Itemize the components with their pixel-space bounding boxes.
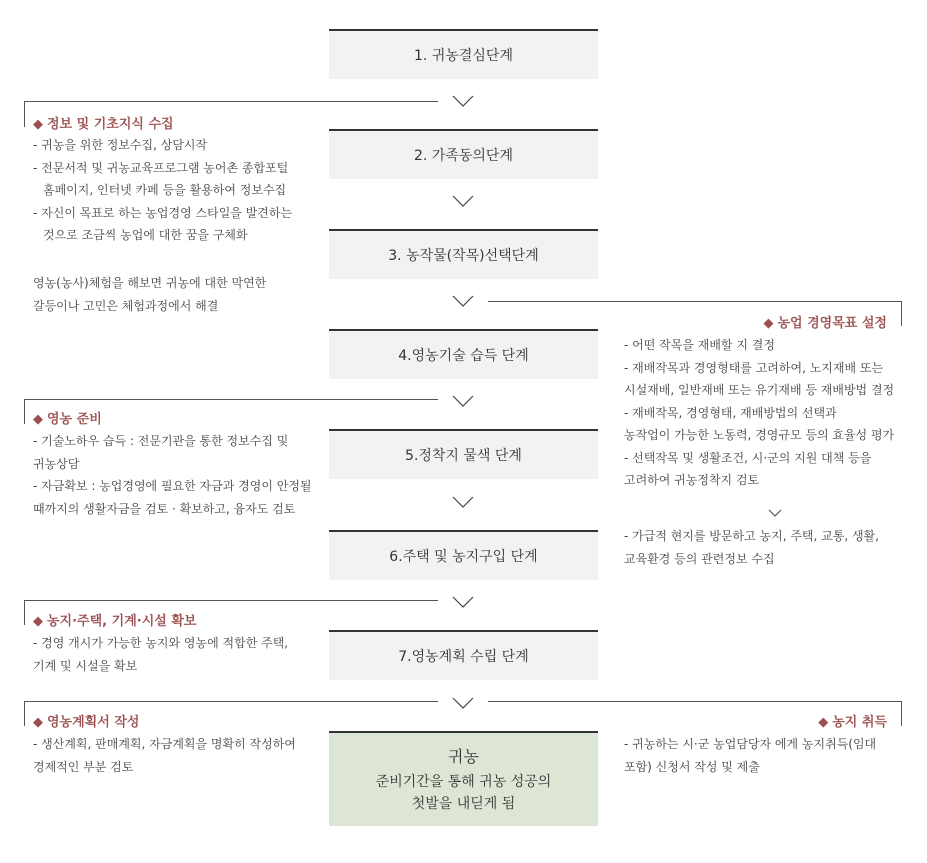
diamond-icon: ◆: [763, 316, 774, 331]
chevron-down-icon: [452, 295, 474, 309]
step-6: [329, 530, 598, 580]
diamond-icon: ◆: [33, 715, 43, 730]
secure-connector-line: [24, 600, 438, 601]
list-item: 포함) 신청서 작성 및 제출: [624, 759, 760, 774]
secure-section-items: [33, 632, 288, 677]
goal-connector-tick: [901, 301, 902, 326]
land-connector-line: [488, 701, 901, 702]
list-item: - 자금확보 : 농업경영에 필요한 자금과 경영이 안정될: [33, 479, 312, 493]
land-section-title: [818, 711, 887, 730]
list-item: 것으로 조금씩 농업에 대한 꿈을 구체화: [43, 228, 248, 242]
diamond-icon: ◆: [818, 715, 829, 730]
note-line: 갈등이나 고민은 체험과정에서 해결: [33, 298, 219, 313]
list-item: - 재배작목과 경영형태를 고려하여, 노지재배 또는: [624, 360, 884, 375]
list-item: 농작업이 가능한 노동력, 경영규모 등의 효율성 평가: [624, 428, 895, 442]
secure-connector-tick: [24, 600, 25, 625]
step-4-label: 4.영농기술 습득 단계: [398, 348, 529, 364]
list-item: - 재배작목, 경영형태, 재배방법의 선택과: [624, 405, 837, 420]
diamond-icon: ◆: [33, 412, 43, 427]
final-line-3: 첫발을 내딛게 됨: [411, 796, 516, 812]
plan-section-items: [33, 733, 296, 778]
prep-connector-tick: [24, 399, 25, 424]
secure-section-title: [33, 610, 196, 629]
step-7: [329, 630, 598, 680]
step-6-label: 6.주택 및 농지구입 단계: [389, 549, 538, 565]
list-item: - 선택작목 및 생활조건, 시·군의 지원 대책 등을: [624, 450, 872, 465]
secure-title-text: 농지·주택, 기계·시설 확보: [47, 614, 197, 629]
chevron-down-icon: [452, 95, 474, 109]
info-section-items: [33, 134, 292, 247]
step-5: [329, 429, 598, 479]
list-item: 때까지의 생활자금을 검토 · 확보하고, 융자도 검토: [33, 501, 296, 516]
step-5-label: 5.정착지 물색 단계: [405, 448, 522, 464]
list-item: 고려하여 귀농정착지 검토: [624, 473, 760, 487]
list-item: - 경영 개시가 가능한 농지와 영농에 적합한 주택,: [33, 636, 289, 650]
step-7-label: 7.영농계획 수립 단계: [398, 649, 529, 665]
step-2-label: 2. 가족동의단계: [414, 148, 513, 164]
list-item: 교육환경 등의 관련정보 수집: [624, 551, 775, 566]
chevron-down-icon: [452, 496, 474, 510]
info-title-text: 정보 및 기초지식 수집: [47, 117, 174, 132]
prep-section-items: [33, 430, 312, 520]
step-3-label: 3. 농작물(작목)선택단계: [388, 248, 539, 264]
diamond-icon: ◆: [33, 614, 43, 629]
step-4: [329, 329, 598, 379]
diamond-icon: ◆: [33, 117, 43, 132]
final-line-2: 준비기간을 통해 귀농 성공의: [375, 774, 552, 790]
chevron-down-icon: [768, 503, 782, 512]
chevron-down-icon: [452, 195, 474, 209]
chevron-down-icon: [452, 596, 474, 610]
land-title-text: 농지 취득: [832, 715, 887, 730]
goal-section-items-2: [624, 525, 879, 570]
list-item: - 어떤 작목을 재배할 지 결정: [624, 338, 775, 352]
list-item: - 가급적 현지를 방문하고 농지, 주택, 교통, 생활,: [624, 529, 879, 543]
goal-section-title: [763, 312, 887, 331]
plan-connector-line: [24, 701, 438, 702]
plan-connector-tick: [24, 701, 25, 726]
final-title: 귀농: [448, 747, 479, 766]
land-connector-tick: [901, 701, 902, 726]
prep-connector-line: [24, 399, 438, 400]
plan-section-title: [33, 711, 139, 730]
list-item: 귀농상담: [33, 456, 80, 471]
list-item: 경제적인 부분 검토: [33, 759, 134, 774]
prep-title-text: 영농 준비: [47, 412, 102, 427]
list-item: - 전문서적 및 귀농교육프로그램 농어촌 종합포털: [33, 160, 289, 175]
list-item: 기계 및 시설을 확보: [33, 658, 138, 673]
step-1-label: 1. 귀농결심단계: [414, 48, 513, 64]
info-section-title: [33, 113, 174, 132]
info-connector-line: [24, 101, 438, 102]
info-section-note: [33, 272, 266, 317]
list-item: - 귀농하는 시·군 농업담당자 에게 농지취득(임대: [624, 737, 877, 751]
list-item: 시설재배, 일반재배 또는 유기재배 등 재배방법 결정: [624, 383, 895, 397]
final-box: [329, 731, 598, 826]
list-item: - 자신이 목표로 하는 농업경영 스타일을 발견하는: [33, 205, 293, 220]
chevron-down-icon: [452, 395, 474, 409]
goal-connector-line: [488, 301, 901, 302]
prep-section-title: [33, 408, 102, 427]
goal-title-text: 농업 경영목표 설정: [777, 316, 887, 331]
list-item: - 기술노하우 습득 : 전문기관을 통한 정보수집 및: [33, 434, 289, 448]
step-2: [329, 129, 598, 179]
note-line: 영농(농사)체험을 해보면 귀농에 대한 막연한: [33, 276, 267, 290]
step-1: [329, 29, 598, 79]
list-item: 홈페이지, 인터넷 카페 등을 활용하여 정보수집: [43, 183, 287, 197]
list-item: - 귀농을 위한 정보수집, 상담시작: [33, 138, 208, 152]
goal-section-items: [624, 334, 894, 492]
chevron-down-icon: [452, 697, 474, 711]
list-item: - 생산계획, 판매계획, 자금계획을 명확히 작성하여: [33, 737, 296, 751]
land-section-items: [624, 733, 876, 778]
info-connector-tick: [24, 101, 25, 127]
step-3: [329, 229, 598, 279]
plan-title-text: 영농계획서 작성: [47, 715, 140, 730]
